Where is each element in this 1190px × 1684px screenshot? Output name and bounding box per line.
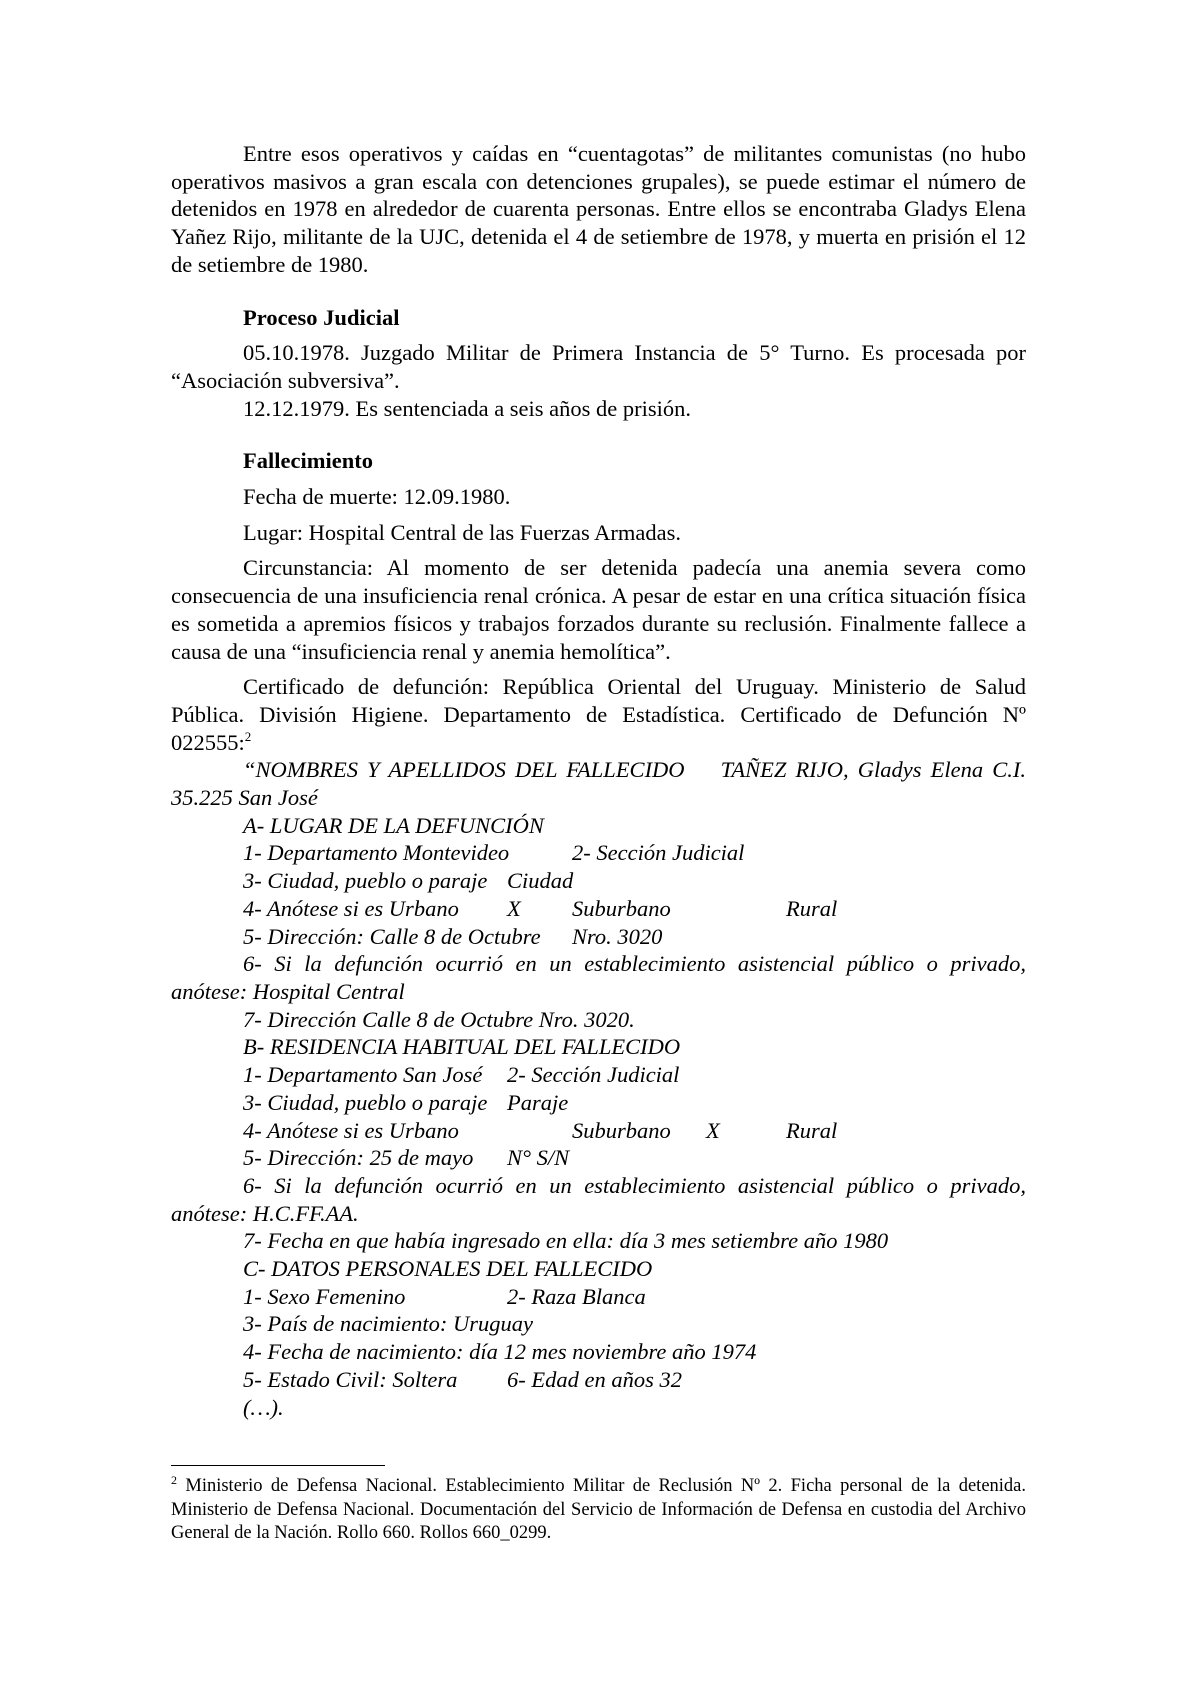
death-certificate-transcription [171,756,1026,1421]
acta-b4-suburbano: Suburbano [572,1117,671,1143]
acta-b4-label: 4- Anótese si es Urbano [243,1117,459,1143]
heading-fallecimiento: Fallecimiento [243,448,373,474]
acta-b4-mark: X [706,1117,720,1143]
acta-a4-mark: X [507,895,521,921]
acta-nombres-value: TAÑEZ RIJO, Gladys Elena C.I. 35.225 San José [171,757,1026,811]
acta-b6: 6- Si la defunción ocurrió en un establecimiento asistencial público o privado, anótese: H.C.FF.AA. [171,1172,1026,1226]
acta-a5-label: 5- Dirección: Calle 8 de Octubre [243,923,541,949]
acta-b1: 1- Departamento San José [243,1062,483,1088]
certificado-paragraph [171,673,1026,756]
acta-b5-nro: N° S/N [507,1145,570,1171]
lugar-de-muerte: Lugar: Hospital Central de las Fuerzas Armadas. [243,519,682,545]
acta-b3-label: 3- Ciudad, pueblo o paraje [243,1089,488,1115]
acta-b5-label: 5- Dirección: 25 de mayo [243,1145,474,1171]
fecha-de-muerte: Fecha de muerte: 12.09.1980. [243,484,511,510]
acta-c1: 1- Sexo Femenino [243,1283,406,1309]
acta-b7: 7- Fecha en que había ingresado en ella: día 3 mes setiembre año 1980 [243,1228,889,1254]
acta-nombres-label: “NOMBRES Y APELLIDOS DEL FALLECIDO [243,757,685,783]
acta-b-row-3 [171,1089,1026,1117]
acta-a-row-5 [171,923,1026,951]
acta-a7: 7- Dirección Calle 8 de Octubre Nro. 3020. [243,1006,635,1032]
footnote-text: Ministerio de Defensa Nacional. Establecimiento Militar de Reclusión Nº 2. Ficha personal de la detenida. Ministerio de Defensa Nacional. Documentación del Servicio de Información de Defensa en custodia del Archivo General de la Nación. Rollo 660. Rollos 660_0299. [171,1476,1027,1543]
acta-b-row-5 [171,1144,1026,1172]
acta-section-c-heading: C- DATOS PERSONALES DEL FALLECIDO [243,1256,653,1282]
acta-a-row-1 [171,839,1026,867]
document-page [171,140,1026,1421]
acta-a-row-4 [171,895,1026,923]
acta-c2: 2- Raza Blanca [507,1283,646,1309]
acta-a5-nro: Nro. 3020 [572,923,663,949]
circunstancia-paragraph: Circunstancia: Al momento de ser detenida padecía una anemia severa como consecuencia de una insuficiencia renal crónica. A pesar de estar en una crítica situación física es sometida a apremios físicos y trabajos forzados durante su reclusión. Finalmente fallece a causa de una “insuficiencia renal y anemia hemolítica”. [171,555,1026,664]
proceso-paragraph-1: 05.10.1978. Juzgado Militar de Primera Instancia de 5° Turno. Es procesada por “Asociación subversiva”. [171,340,1026,393]
acta-b4-rural: Rural [786,1117,838,1143]
acta-a-row-3 [171,867,1026,895]
acta-a3-label: 3- Ciudad, pueblo o paraje [243,868,488,894]
acta-b-row-4 [171,1117,1026,1145]
acta-b3-value: Paraje [507,1089,569,1115]
acta-b2: 2- Sección Judicial [507,1062,680,1088]
acta-c-row-1 [171,1283,1026,1311]
footnote-separator [171,1465,385,1466]
acta-a6: 6- Si la defunción ocurrió en un establecimiento asistencial público o privado, anótese: Hospital Central [171,951,1026,1004]
acta-a2: 2- Sección Judicial [572,840,745,866]
intro-paragraph: Entre esos operativos y caídas en “cuentagotas” de militantes comunistas (no hubo operativos masivos a gran escala con detenciones grupales), se puede estimar el número de detenidos en 1978 en alrededor de cuarenta personas. Entre ellos se encontraba Gladys Elena Yañez Rijo, militante de la UJC, detenida el 4 de setiembre de 1978, y muerta en prisión el 12 de setiembre de 1980. [171,141,1026,277]
acta-c6: 6- Edad en años 32 [507,1366,682,1392]
acta-nombres [171,756,1026,811]
acta-c4: 4- Fecha de nacimiento: día 12 mes noviembre año 1974 [243,1339,757,1365]
acta-section-a-heading: A- LUGAR DE LA DEFUNCIÓN [243,812,544,838]
acta-a3-value: Ciudad [507,868,574,894]
acta-ellipsis: (…). [243,1394,284,1420]
footnote [171,1475,1026,1546]
acta-a4-suburbano: Suburbano [572,895,671,921]
acta-section-b-heading: B- RESIDENCIA HABITUAL DEL FALLECIDO [243,1034,681,1060]
acta-c3: 3- País de nacimiento: Uruguay [243,1311,533,1337]
proceso-paragraph-2: 12.12.1979. Es sentenciada a seis años de prisión. [243,395,692,421]
footnote-reference: 2 [244,728,252,744]
acta-a1: 1- Departamento Montevideo [243,840,510,866]
footnote-number: 2 [171,1473,177,1487]
certificado-text: Certificado de defunción: República Oriental del Uruguay. Ministerio de Salud Pública. División Higiene. Departamento de Estadística. Certificado de Defunción Nº 022555: [171,674,1026,755]
acta-c-row-5 [171,1366,1026,1394]
acta-c5: 5- Estado Civil: Soltera [243,1366,458,1392]
acta-a4-rural: Rural [786,895,838,921]
heading-proceso-judicial: Proceso Judicial [243,304,400,330]
acta-a4-label: 4- Anótese si es Urbano [243,895,459,921]
acta-b-row-1 [171,1061,1026,1089]
